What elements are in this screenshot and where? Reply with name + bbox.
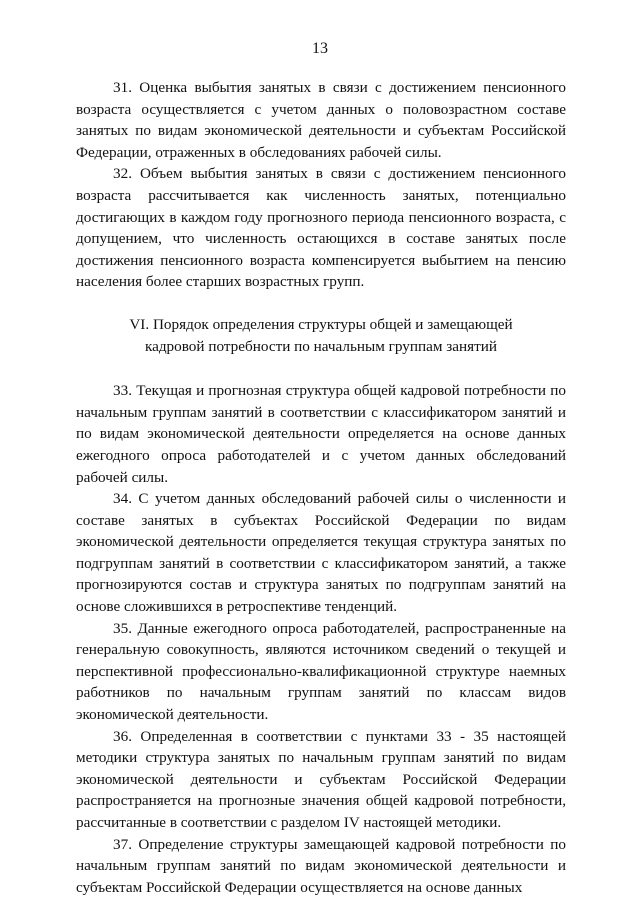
paragraph-37: 37. Определение структуры замещающей кадровой потребности по начальным группам занятий по видам экономической деятельности и субъектам Российской Федерации осуществляется на основе данных: [76, 835, 566, 896]
section-heading: [76, 314, 566, 357]
paragraph-36: 36. Определенная в соответствии с пунктами 33 - 35 настоящей методики структура занятых по начальным группам занятий по видам экономической деятельности и субъектам Российской Федерации распространяется на прогнозные значения общей кадровой потребности, рассчитанные в соответствии с разделом IV настоящей методики.: [76, 727, 566, 831]
section-heading-line-1: VI. Порядок определения структуры общей и замещающей: [129, 315, 513, 333]
section-heading-line-2: кадровой потребности по начальным группам занятий: [144, 337, 498, 355]
paragraph-31: 31. Оценка выбытия занятых в связи с достижением пенсионного возраста осуществляется с учетом данных о половозрастном составе занятых по видам экономической деятельности и субъектам Российской Федерации, отраженных в обследованиях рабочей силы.: [76, 79, 566, 161]
paragraph-33: 33. Текущая и прогнозная структура общей кадровой потребности по начальным группам занятий в соответствии с классификатором занятий и по видам экономической деятельности определяется на основе данных ежегодного опроса работодателей и с учетом данных обследований рабочей силы.: [76, 382, 566, 486]
page-number: 13: [312, 40, 328, 57]
paragraph-32: 32. Объем выбытия занятых в связи с достижением пенсионного возраста рассчитывается как численность занятых, потенциально достигающих в каждом году прогнозного периода пенсионного возраста, с допущением, что численность остающихся в составе занятых после достижения пенсионного возраста компенсируется выбытием на пенсию населения более старших возрастных групп.: [76, 165, 566, 291]
paragraph-35: 35. Данные ежегодного опроса работодателей, распространенные на генеральную совокупность, являются источником сведений о текущей и перспективной профессионально-квалификационной структуре наемных работников по начальным группам занятий по классам видов экономической деятельности.: [76, 619, 566, 724]
paragraph-34: 34. С учетом данных обследований рабочей силы о численности и составе занятых в субъектах Российской Федерации по видам экономической деятельности определяется текущая структура занятых по подгруппам занятий в соответствии с классификатором занятий, а также прогнозируются состав и структура занятых по подгруппам занятий на основе сложившихся в ретроспективе тенденций.: [76, 490, 566, 616]
document-body: [76, 77, 566, 898]
